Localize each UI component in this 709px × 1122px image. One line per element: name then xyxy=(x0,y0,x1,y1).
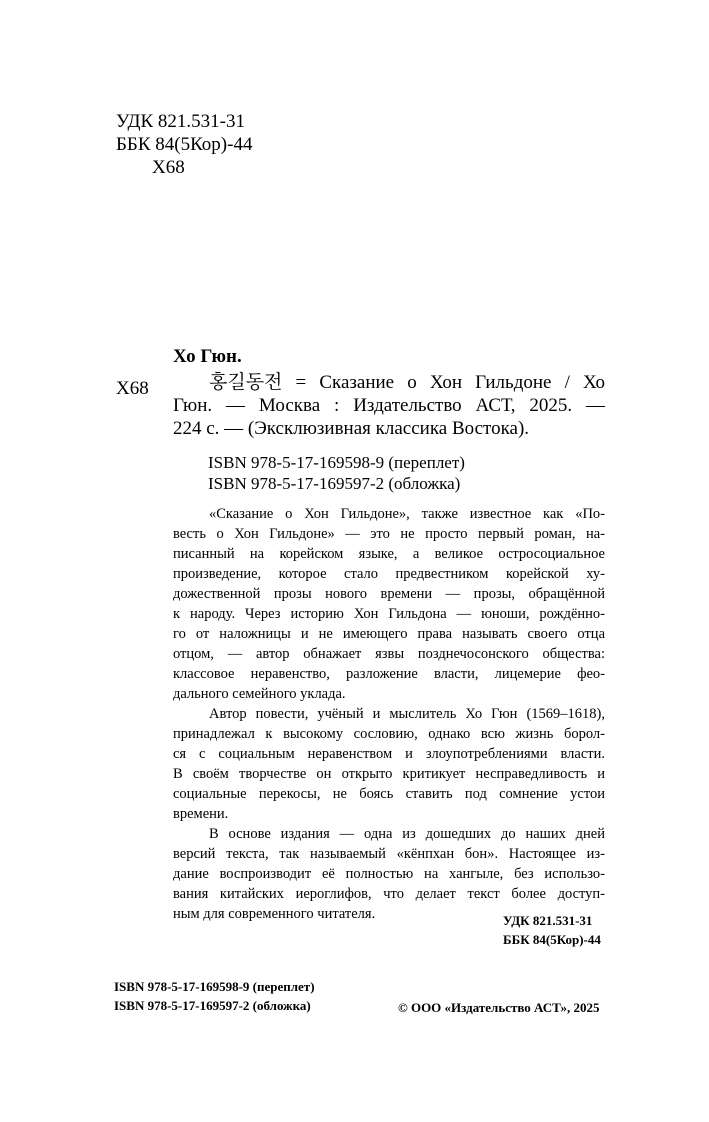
annotation-line: ся с социальным неравенством и злоупотреблениями власти. xyxy=(173,746,605,762)
annotation-line: «Сказание о Хон Гильдоне», также известное как «По- xyxy=(209,506,605,522)
author-mark-margin: Х68 xyxy=(116,378,149,399)
footer-isbn-cover: ISBN 978-5-17-169597-2 (обложка) xyxy=(114,998,311,1013)
annotation-line: дание воспроизводит её полностью на хангыле, без использо- xyxy=(173,866,605,882)
author-mark: Х68 xyxy=(152,157,185,178)
author-heading: Хо Гюн. xyxy=(173,346,242,367)
annotation-udk: УДК 821.531-31 xyxy=(503,913,593,928)
isbn-line: ISBN 978-5-17-169598-9 (переплет) xyxy=(208,453,465,472)
annotation-bbk: ББК 84(5Кор)-44 xyxy=(503,932,601,947)
annotation-paragraph xyxy=(173,704,605,824)
footer-isbn-binding: ISBN 978-5-17-169598-9 (переплет) xyxy=(114,979,315,994)
annotation-line: отцом, — автор обнажает язвы позднечосонского общества: xyxy=(173,646,605,662)
annotation xyxy=(173,504,605,924)
annotation-line: дожественной прозы нового времени — прозы, обращённой xyxy=(173,586,605,602)
annotation-line: писанный на корейском языке, а великое остросоциальное xyxy=(173,546,605,562)
annotation-line: произведение, которое стало предвестником корейской ху- xyxy=(173,566,605,582)
annotation-line: версий текста, так называемый «кёнпхан бон». Настоящее из- xyxy=(173,846,605,862)
isbn-line: ISBN 978-5-17-169597-2 (обложка) xyxy=(208,474,461,493)
annotation-line: В основе издания — одна из дошедших до наших дней xyxy=(209,826,605,842)
annotation-line: к народу. Через историю Хон Гильдона — юноши, рождённо- xyxy=(173,606,605,622)
annotation-line: го от наложницы и не имеющего права называть своего отца xyxy=(173,626,605,642)
annotation-paragraph xyxy=(173,504,605,704)
annotation-paragraph xyxy=(173,824,605,924)
description-line: Гюн. — Москва : Издательство АСТ, 2025. — xyxy=(173,395,605,416)
annotation-line: принадлежал к высокому сословию, однако всю жизнь борол- xyxy=(173,726,605,742)
annotation-line: дального семейного уклада. xyxy=(173,686,346,702)
annotation-line: В своём творчестве он открыто критикует несправедливость и xyxy=(173,766,605,782)
description-block xyxy=(173,371,605,440)
annotation-line: времени. xyxy=(173,806,229,822)
annotation-line: вания китайских иероглифов, что делает текст более доступ- xyxy=(173,886,605,902)
annotation-line: Автор повести, учёный и мыслитель Хо Гюн (1569–1618), xyxy=(209,706,605,722)
annotation-line: социальные перекосы, не боясь ставить под сомнение устои xyxy=(173,786,605,802)
annotation-line: весть о Хон Гильдоне» — это не просто первый роман, на- xyxy=(173,526,605,542)
udk-code: УДК 821.531-31 xyxy=(116,111,245,132)
copyright: © ООО «Издательство АСТ», 2025 xyxy=(398,1000,600,1015)
annotation-line: ным для современного читателя. xyxy=(173,906,376,922)
description-line: 224 с. — (Эксклюзивная классика Востока). xyxy=(173,418,530,439)
bbk-code: ББК 84(5Кор)-44 xyxy=(116,134,253,155)
annotation-line: классовое неравенство, разложение власти, лицемерие фео- xyxy=(173,666,605,682)
description-line: 홍길동전 = Сказание о Хон Гильдоне / Хо xyxy=(209,372,605,393)
